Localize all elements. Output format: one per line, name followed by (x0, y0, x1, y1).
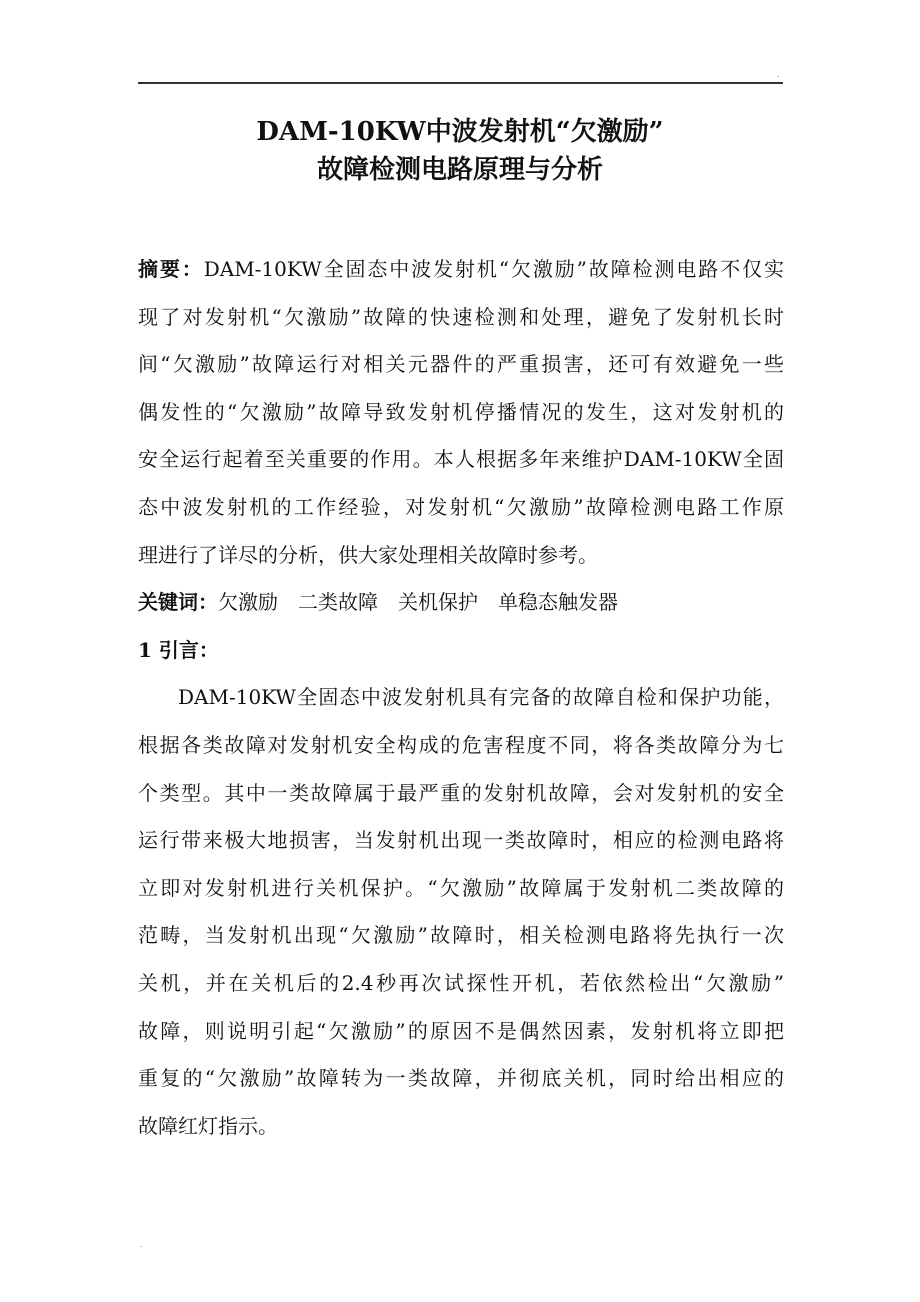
body-line: 故障，则说明引起“欠激励”的原因不是偶然因素，发射机将立即把 (138, 1018, 784, 1043)
body-line: 个类型。其中一类故障属于最严重的发射机故障，会对发射机的安全 (138, 780, 784, 805)
abstract-line: 间“欠激励”故障运行对相关元器件的严重损害，还可有效避免一些 (138, 352, 784, 377)
document-title-line1: DAM-10KW中波发射机“欠激励” (256, 117, 664, 147)
body-line: 关机，并在关机后的2.4秒再次试探性开机，若依然检出“欠激励” (138, 970, 784, 995)
body-line: DAM-10KW全固态中波发射机具有完备的故障自检和保护功能， (178, 685, 784, 710)
abstract-line: 态中波发射机的工作经验，对发射机“欠激励”故障检测电路工作原 (138, 494, 784, 519)
section-heading: 1 引言： (138, 637, 219, 662)
header-rule (138, 82, 783, 84)
abstract-label: 摘要： (138, 257, 204, 281)
body-line: 根据各类故障对发射机安全构成的危害程度不同，将各类故障分为七 (138, 732, 784, 757)
keyword: 关机保护 (398, 590, 478, 615)
header-mark: . (777, 70, 780, 79)
document-title-line2: 故障检测电路原理与分析 (316, 155, 603, 185)
body-line: 故障红灯指示。 (138, 1113, 278, 1138)
abstract-line: 偶发性的“欠激励”故障导致发射机停播情况的发生，这对发射机的 (138, 399, 784, 424)
body-line: 重复的“欠激励”故障转为一类故障，并彻底关机，同时给出相应的 (138, 1066, 784, 1091)
abstract-line: 现了对发射机“欠激励”故障的快速检测和处理，避免了发射机长时 (138, 304, 784, 329)
abstract-line: 安全运行起着至关重要的作用。本人根据多年来维护DAM-10KW全固 (138, 447, 784, 472)
body-line: 运行带来极大地损害，当发射机出现一类故障时，相应的检测电路将 (138, 828, 784, 853)
keyword: 单稳态触发器 (498, 590, 618, 615)
abstract (138, 246, 784, 1150)
keyword: 欠激励 (218, 590, 278, 615)
keywords (138, 579, 784, 627)
abstract-line: DAM-10KW全固态中波发射机“欠激励”故障检测电路不仅实 (203, 257, 784, 281)
keywords-label: 关键词： (138, 590, 218, 615)
body-line: 范畴，当发射机出现“欠激励”故障时，相关检测电路将先执行一次 (138, 923, 784, 948)
keyword: 二类故障 (298, 590, 378, 615)
abstract-line: 理进行了详尽的分析，供大家处理相关故障时参考。 (138, 542, 598, 567)
body-line: 立即对发射机进行关机保护。“欠激励”故障属于发射机二类故障的 (138, 875, 784, 900)
footer-mark: . (140, 1240, 143, 1249)
